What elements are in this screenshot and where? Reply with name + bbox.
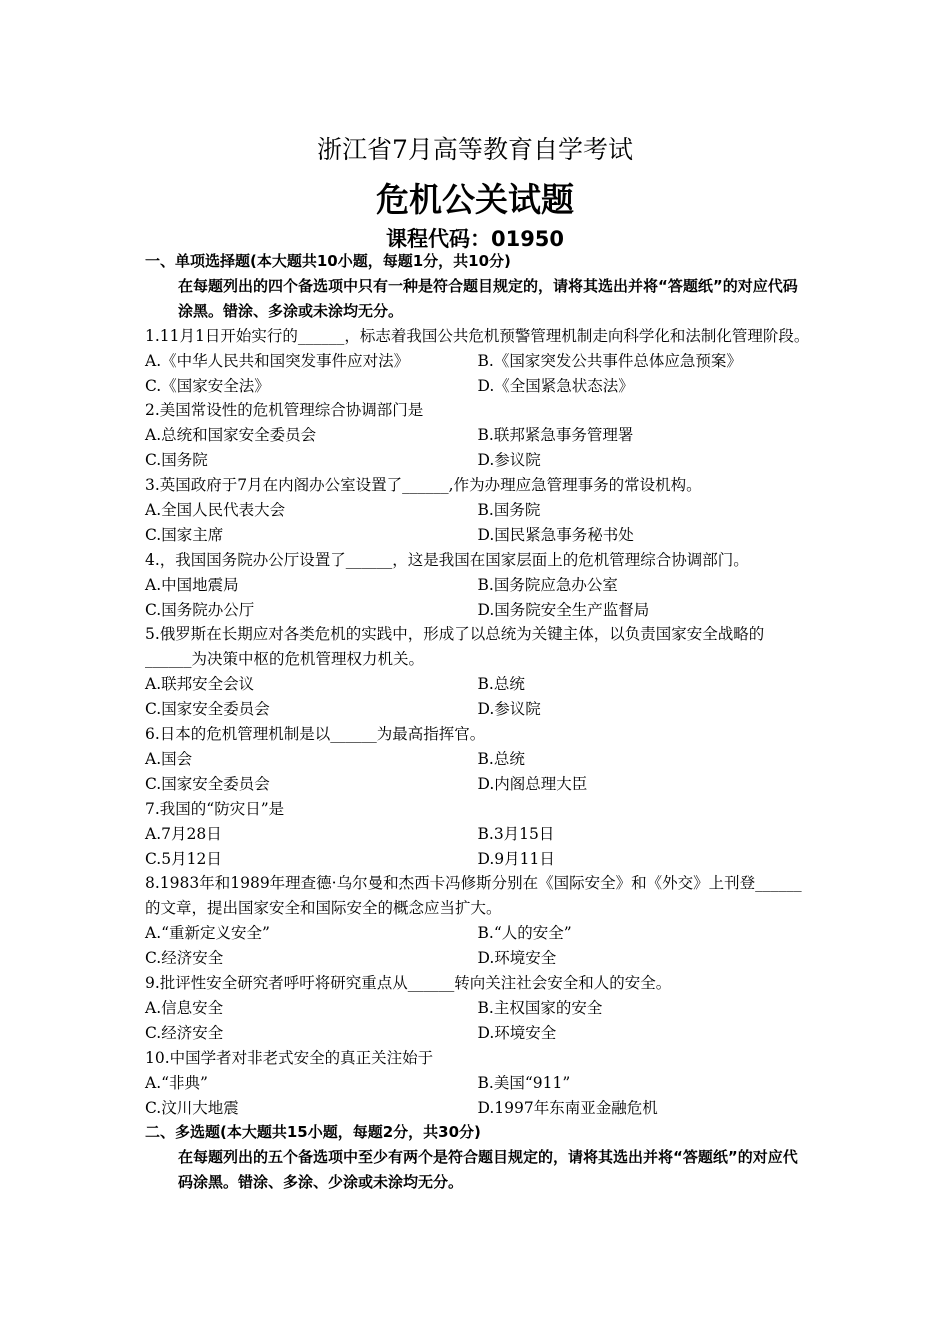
option-b: B.国务院应急办公室: [477, 575, 618, 594]
question-item: [145, 722, 810, 797]
question-item: [145, 473, 810, 548]
option-d: D.国民紧急事务秘书处: [477, 525, 634, 544]
option-row: [145, 374, 810, 399]
option-d: D.《全国紧急状态法》: [477, 376, 634, 395]
option-row: [145, 1071, 810, 1096]
option-d: D.国务院安全生产监督局: [477, 600, 650, 619]
question-stem: 10.中国学者对非老式安全的真正关注始于: [145, 1048, 434, 1067]
option-row: [145, 946, 810, 971]
option-a: A.中国地震局: [145, 575, 239, 594]
question-stem: 3.英国政府于7月在内阁办公室设置了______,作为办理应急管理事务的常设机构。: [145, 476, 702, 495]
option-row: [145, 349, 810, 374]
option-c: C.国家主席: [145, 525, 224, 544]
question-list: [145, 324, 810, 1121]
option-a: A.联邦安全会议: [145, 675, 255, 694]
section1-heading: 一、单项选择题(本大题共10小题，每题1分，共10分): [145, 252, 511, 270]
option-row: [145, 772, 810, 797]
subject-title: 危机公关试题: [376, 180, 574, 219]
section1-instruction: 在每题列出的四个备选项中只有一种是符合题目规定的，请将其选出并将“答题纸”的对应代码涂黑。错涂、多涂或未涂均无分。: [178, 276, 798, 320]
question-item: [145, 971, 810, 1046]
option-row: [145, 1096, 810, 1121]
question-item: [145, 871, 810, 971]
question-item: [145, 622, 810, 722]
option-b: B.“人的安全”: [477, 924, 572, 943]
question-stem: 2.美国常设性的危机管理综合协调部门是: [145, 401, 424, 420]
option-row: [145, 921, 810, 946]
section2-heading: 二、多选题(本大题共15小题，每题2分，共30分): [145, 1123, 481, 1142]
option-a: A.《中华人民共和国突发事件应对法》: [145, 351, 410, 370]
option-row: [145, 672, 810, 697]
option-b: B.3月15日: [477, 824, 555, 843]
option-d: D.参议院: [477, 451, 541, 470]
question-stem: 8.1983年和1989年理查德·乌尔曼和杰西卡冯修斯分别在《国际安全》和《外交》上刊登______的文章，提出国家安全和国际安全的概念应当扩大。: [145, 874, 802, 918]
option-a: A.全国人民代表大会: [145, 500, 286, 519]
option-d: D.环境安全: [477, 1023, 557, 1042]
option-row: [145, 423, 810, 448]
option-row: [145, 1021, 810, 1046]
option-a: A.“非典”: [145, 1073, 208, 1092]
option-c: C.5月12日: [145, 849, 222, 868]
exam-title: 浙江省7月高等教育自学考试: [317, 135, 633, 164]
option-row: [145, 996, 810, 1021]
option-b: B.《国家突发公共事件总体应急预案》: [477, 351, 742, 370]
option-row: [145, 847, 810, 872]
section2-instruction: 在每题列出的五个备选项中至少有两个是符合题目规定的，请将其选出并将“答题纸”的对应代码涂黑。错涂、多涂、少涂或未涂均无分。: [178, 1148, 798, 1192]
option-b: B.总统: [477, 675, 525, 694]
option-c: C.国务院: [145, 451, 208, 470]
option-d: D.9月11日: [477, 849, 555, 868]
option-c: C.国家安全委员会: [145, 774, 270, 793]
question-stem: 9.批评性安全研究者呼吁将研究重点从______转向关注社会安全和人的安全。: [145, 974, 672, 993]
option-b: B.国务院: [477, 500, 541, 519]
question-item: [145, 1046, 810, 1121]
option-d: D.参议院: [477, 700, 541, 719]
option-row: [145, 747, 810, 772]
option-row: [145, 822, 810, 847]
option-a: A.7月28日: [145, 824, 222, 843]
option-c: C.经济安全: [145, 1023, 224, 1042]
option-row: [145, 573, 810, 598]
option-c: C.国务院办公厅: [145, 600, 255, 619]
option-a: A.信息安全: [145, 998, 224, 1017]
course-code: 课程代码：01950: [385, 227, 565, 251]
option-d: D.1997年东南亚金融危机: [477, 1098, 658, 1117]
question-item: [145, 398, 810, 473]
option-row: [145, 697, 810, 722]
option-row: [145, 598, 810, 623]
option-row: [145, 448, 810, 473]
option-a: A.“重新定义安全”: [145, 924, 270, 943]
question-stem: 7.我国的“防灾日”是: [145, 799, 285, 818]
option-d: D.环境安全: [477, 949, 557, 968]
option-b: B.联邦紧急事务管理署: [477, 426, 634, 445]
option-c: C.汶川大地震: [145, 1098, 239, 1117]
option-row: [145, 523, 810, 548]
question-stem: 1.11月1日开始实行的______，标志着我国公共危机预警管理机制走向科学化和法制化管理阶段。: [145, 326, 810, 345]
question-stem: 6.日本的危机管理机制是以______为最高指挥官。: [145, 725, 486, 744]
option-c: C.经济安全: [145, 949, 224, 968]
exam-content: [145, 249, 810, 1195]
question-item: [145, 324, 810, 399]
option-row: [145, 498, 810, 523]
option-b: B.美国“911”: [477, 1073, 571, 1092]
option-b: B.主权国家的安全: [477, 998, 603, 1017]
question-item: [145, 548, 810, 623]
option-b: B.总统: [477, 749, 525, 768]
question-stem: 4.，我国国务院办公厅设置了______，这是我国在国家层面上的危机管理综合协调部门。: [145, 550, 749, 569]
option-c: C.国家安全委员会: [145, 700, 270, 719]
option-c: C.《国家安全法》: [145, 376, 270, 395]
question-item: [145, 797, 810, 872]
option-a: A.国会: [145, 749, 193, 768]
question-stem: 5.俄罗斯在长期应对各类危机的实践中，形成了以总统为关键主体，以负责国家安全战略的______为决策中枢的危机管理权力机关。: [145, 625, 765, 669]
option-d: D.内阁总理大臣: [477, 774, 588, 793]
option-a: A.总统和国家安全委员会: [145, 426, 317, 445]
